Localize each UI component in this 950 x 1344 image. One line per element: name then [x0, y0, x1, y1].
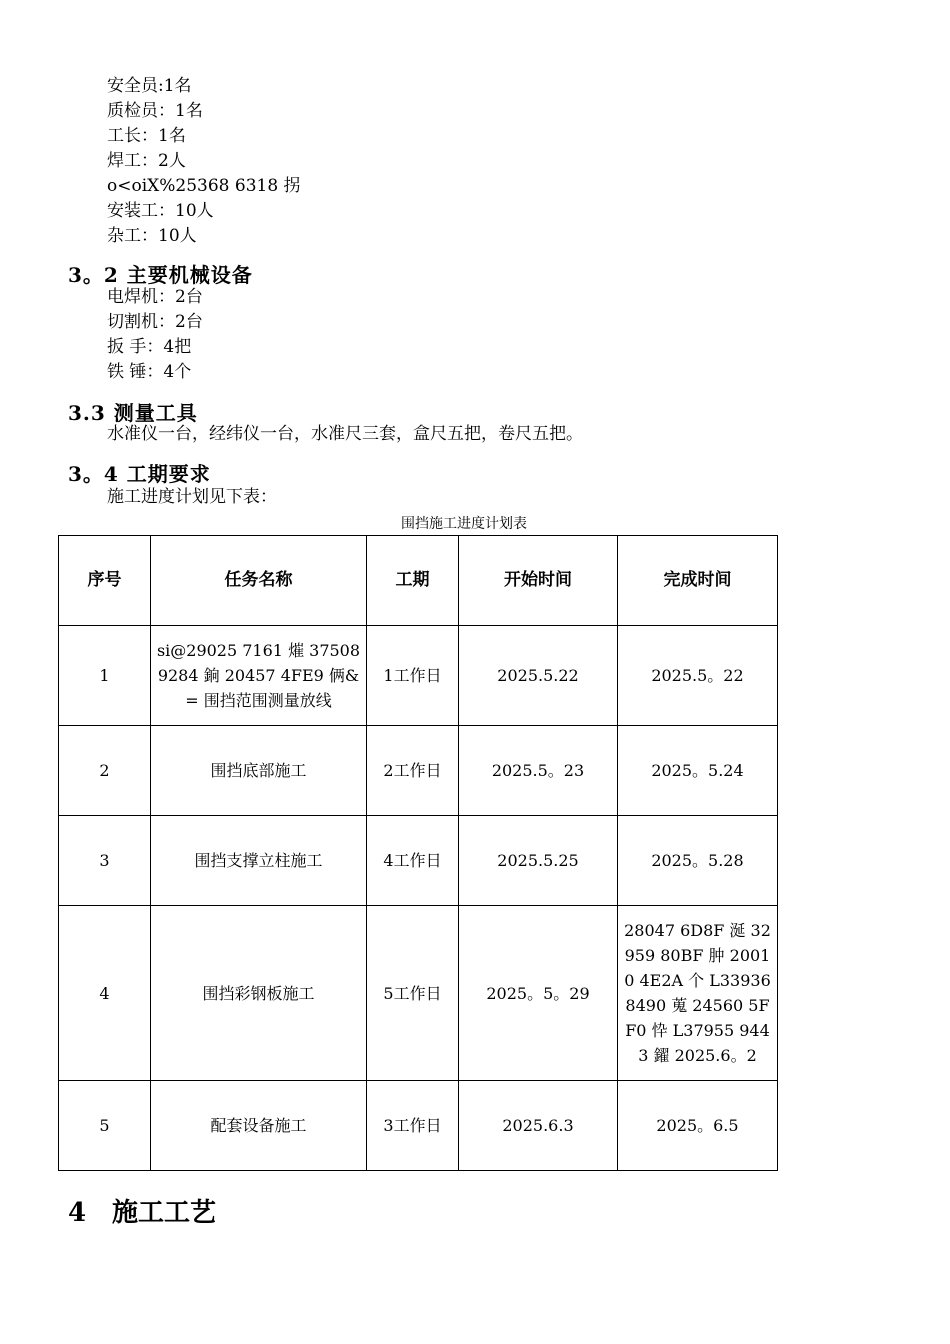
- cell-duration: 3工作日: [367, 1081, 459, 1171]
- cell-duration: 2工作日: [367, 726, 459, 816]
- cell-task-name: 围挡支撑立柱施工: [151, 816, 367, 906]
- table-row: [59, 816, 778, 906]
- schedule-intro-block: [107, 485, 277, 510]
- cell-finish-time: 2025.5。22: [618, 626, 778, 726]
- personnel-welder: 焊工：2人: [107, 151, 186, 171]
- section-heading-schedule: 3。4 工期要求: [68, 462, 211, 486]
- section-heading-construction-process: [68, 1192, 216, 1229]
- section-heading-machinery: 3。2 主要机械设备: [68, 263, 253, 287]
- table-row: [59, 906, 778, 1081]
- cell-seq: 1: [59, 626, 151, 726]
- table-row: [59, 726, 778, 816]
- section-title: 施工工艺: [112, 1198, 217, 1228]
- cell-duration: 4工作日: [367, 816, 459, 906]
- table-caption: 围挡施工进度计划表: [401, 516, 527, 532]
- cell-start-time: 2025.5.25: [459, 816, 618, 906]
- measuring-tools-text: 水准仪一台，经纬仪一台，水准尺三套，盒尺五把，卷尺五把。: [107, 424, 583, 444]
- cell-start-time: 2025。5。29: [459, 906, 618, 1081]
- section-heading-measuring-tools: 3.3 测量工具: [68, 401, 198, 425]
- cell-finish-time: 2025。5.24: [618, 726, 778, 816]
- cell-finish-time: 2025。6.5: [618, 1081, 778, 1171]
- personnel-garbled-line: o<oiX%25368 6318 拐: [107, 176, 301, 196]
- table-row: [59, 626, 778, 726]
- schedule-table: [58, 535, 778, 1171]
- cell-seq: 4: [59, 906, 151, 1081]
- table-row: [59, 1081, 778, 1171]
- personnel-laborer: 杂工：10人: [107, 226, 197, 246]
- machinery-item: 电焊机：2台: [107, 287, 203, 307]
- cell-finish-time: 28047 6D8F 涎 32959 80BF 肿 20010 4E2A 个 L33936 8490 蒐 24560 5FF0 忰 L37955 9443 鑃 2025.6。2: [618, 906, 778, 1081]
- header-finish-time: 完成时间: [618, 536, 778, 626]
- cell-seq: 2: [59, 726, 151, 816]
- personnel-foreman: 工长：1名: [107, 126, 186, 146]
- cell-duration: 5工作日: [367, 906, 459, 1081]
- personnel-installer: 安装工：10人: [107, 201, 214, 221]
- cell-start-time: 2025.6.3: [459, 1081, 618, 1171]
- header-duration: 工期: [367, 536, 459, 626]
- cell-task-name: si@29025 7161 熣 37508 9284 銄 20457 4FE9 俩&= 围挡范围测量放线: [151, 626, 367, 726]
- machinery-item: 扳 手：4把: [107, 337, 192, 357]
- header-start-time: 开始时间: [459, 536, 618, 626]
- personnel-safety-officer: 安全员:1名: [107, 76, 192, 96]
- machinery-item: 切割机：2台: [107, 312, 203, 332]
- cell-start-time: 2025.5.22: [459, 626, 618, 726]
- personnel-list: [107, 74, 301, 249]
- cell-seq: 5: [59, 1081, 151, 1171]
- cell-duration: 1工作日: [367, 626, 459, 726]
- schedule-intro-text: 施工进度计划见下表：: [107, 487, 277, 507]
- measuring-tools-text-block: [107, 422, 583, 447]
- cell-task-name: 配套设备施工: [151, 1081, 367, 1171]
- header-task-name: 任务名称: [151, 536, 367, 626]
- cell-task-name: 围挡彩钢板施工: [151, 906, 367, 1081]
- machinery-list: [107, 285, 203, 385]
- machinery-item: 铁 锤：4个: [107, 362, 192, 382]
- cell-seq: 3: [59, 816, 151, 906]
- cell-finish-time: 2025。5.28: [618, 816, 778, 906]
- cell-task-name: 围挡底部施工: [151, 726, 367, 816]
- header-seq: 序号: [59, 536, 151, 626]
- cell-start-time: 2025.5。23: [459, 726, 618, 816]
- personnel-quality-inspector: 质检员：1名: [107, 101, 203, 121]
- table-header-row: [59, 536, 778, 626]
- section-number: 4: [68, 1198, 87, 1228]
